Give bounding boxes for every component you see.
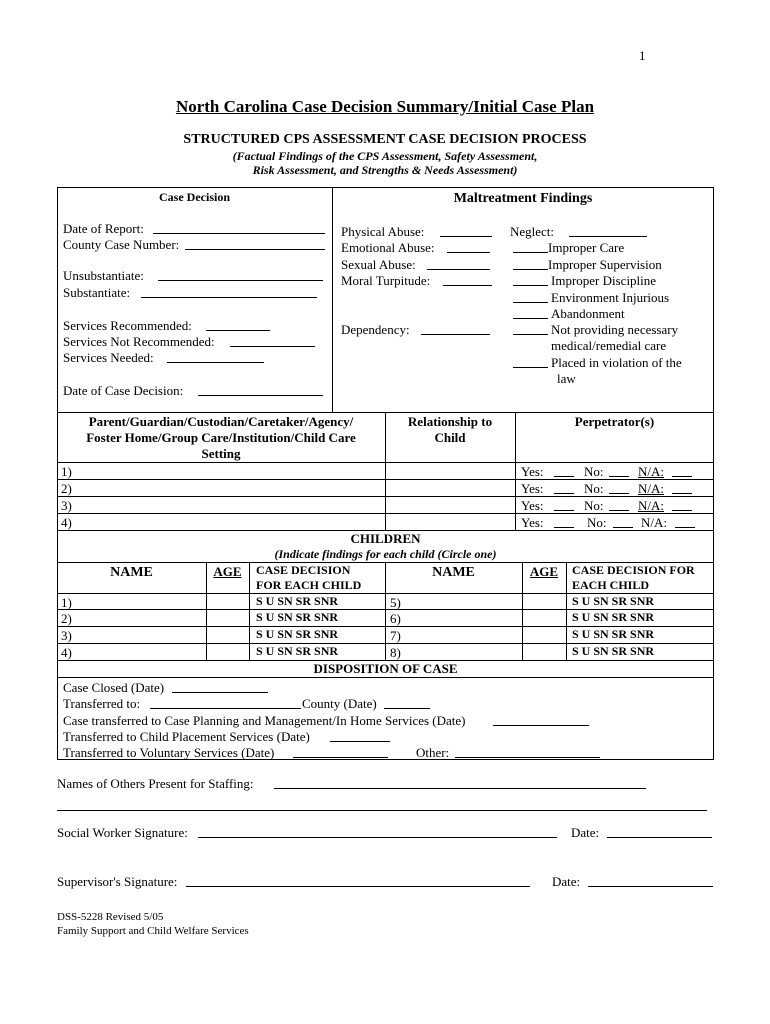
parties-header-line-1: Parent/Guardian/Custodian/Caretaker/Agency/ [88,414,354,429]
services-recommended-field[interactable] [206,330,270,331]
unsubstantiate-label: Unsubstantiate: [63,268,144,283]
perp-no-label: No: [587,515,607,530]
children-note: (Indicate findings for each child (Circle one) [274,547,497,561]
child-row-number: 1) [61,595,72,610]
children-age-header-left: AGE [213,564,242,579]
services-not-recommended-label: Services Not Recommended: [63,334,215,349]
transferred-cpm-field[interactable] [493,725,589,726]
footer-department: Family Support and Child Welfare Services [57,925,249,937]
perp-no-label: No: [584,464,604,479]
child-decision-codes[interactable]: S U SN SR SNR [572,610,655,624]
perp-no-field[interactable] [609,493,629,494]
neglect-label: Neglect: [510,224,555,239]
others-present-field[interactable] [274,788,646,789]
perp-na-field[interactable] [672,510,692,511]
subnote-line-1: (Factual Findings of the CPS Assessment, Safety Assessment, [232,149,538,163]
physical-abuse-label: Physical Abuse: [341,224,425,239]
party-row-number: 2) [61,481,72,496]
perp-no-label: No: [584,498,604,513]
date-of-report-field[interactable] [153,233,325,234]
child-decision-codes[interactable]: S U SN SR SNR [256,610,339,624]
party-row-number: 4) [61,515,72,530]
child-row-number: 8) [390,645,401,660]
date-of-report-label: Date of Report: [63,221,144,236]
disposition-heading: DISPOSITION OF CASE [313,661,458,676]
child-row-number: 3) [61,628,72,643]
case-closed-label: Case Closed (Date) [63,680,165,695]
child-decision-codes[interactable]: S U SN SR SNR [572,627,655,641]
subtitle: STRUCTURED CPS ASSESSMENT CASE DECISION PROCESS [183,132,587,147]
services-recommended-label: Services Recommended: [63,318,192,333]
supervisor-date-field[interactable] [588,886,713,887]
supervisor-signature-field[interactable] [186,886,530,887]
social-worker-date-label: Date: [571,825,600,840]
neglect-check[interactable] [513,367,548,368]
county-case-number-field[interactable] [185,249,325,250]
child-decision-codes[interactable]: S U SN SR SNR [256,594,339,608]
other-field[interactable] [455,757,600,758]
party-row-number: 1) [61,464,72,479]
county-case-number-label: County Case Number: [63,237,180,252]
subnote-line-2: Risk Assessment, and Strengths & Needs Assessment) [252,163,518,177]
neglect-check[interactable] [513,252,548,253]
footer-form-number: DSS-5228 Revised 5/05 [57,911,164,923]
social-worker-date-field[interactable] [607,837,712,838]
page-number: 1 [639,48,646,63]
law-label: law [557,371,576,386]
maltreatment-heading: Maltreatment Findings [453,191,593,206]
child-row-number: 6) [390,611,401,626]
transferred-to-field[interactable] [150,708,301,709]
county-date-label: County (Date) [302,696,377,711]
perp-yes-label: Yes: [521,515,544,530]
other-label: Other: [416,745,450,760]
parties-header-line-3: Setting [201,446,241,461]
perp-no-field[interactable] [609,510,629,511]
improper-care-label: Improper Care [548,240,625,255]
page-title: North Carolina Case Decision Summary/Initial Case Plan [175,97,595,116]
environment-injurious-label: Environment Injurious [551,290,670,305]
physical-abuse-field[interactable] [440,236,492,237]
moral-turpitude-label: Moral Turpitude: [341,273,431,288]
child-row-number: 2) [61,611,72,626]
perp-no-label: No: [584,481,604,496]
children-decision-header-right-2: EACH CHILD [572,578,650,592]
perp-no-field[interactable] [609,476,629,477]
perp-na-label: N/A: [638,464,664,479]
perp-yes-field[interactable] [554,510,574,511]
sexual-abuse-field[interactable] [427,269,490,270]
perp-na-field[interactable] [675,527,695,528]
neglect-check[interactable] [513,334,548,335]
children-name-header-right: NAME [432,565,475,580]
dependency-field[interactable] [421,334,490,335]
placed-in-violation-label: Placed in violation of the [551,355,682,370]
child-row-number: 7) [390,628,401,643]
neglect-check[interactable] [513,285,548,286]
unsubstantiate-field[interactable] [158,280,323,281]
moral-turpitude-field[interactable] [443,285,492,286]
transferred-child-placement-field[interactable] [330,741,390,742]
children-decision-header-left-1: CASE DECISION [256,563,351,577]
party-row-number: 3) [61,498,72,513]
case-decision-heading: Case Decision [159,190,230,204]
others-present-field-line-2[interactable] [57,810,707,811]
improper-supervision-label: Improper Supervision [548,257,662,272]
children-decision-header-right-1: CASE DECISION FOR [572,563,695,577]
date-of-case-decision-label: Date of Case Decision: [63,383,184,398]
substantiate-label: Substantiate: [63,285,131,300]
others-present-label: Names of Others Present for Staffing: [57,776,254,791]
emotional-abuse-field[interactable] [447,252,490,253]
children-heading: CHILDREN [350,531,421,546]
children-name-header-left: NAME [110,565,153,580]
perp-na-label: N/A: [641,515,667,530]
case-closed-field[interactable] [172,692,268,693]
perp-no-field[interactable] [613,527,633,528]
child-decision-codes[interactable]: S U SN SR SNR [256,644,339,658]
substantiate-field[interactable] [141,297,317,298]
services-needed-field[interactable] [167,362,264,363]
perp-na-label: N/A: [638,481,664,496]
dependency-label: Dependency: [341,322,410,337]
neglect-check[interactable] [513,318,548,319]
perp-yes-label: Yes: [521,464,544,479]
county-date-field[interactable] [384,708,430,709]
parties-header-line-2: Foster Home/Group Care/Institution/Child Care [86,430,356,445]
sexual-abuse-label: Sexual Abuse: [341,257,416,272]
transferred-voluntary-field[interactable] [293,757,388,758]
perp-na-field[interactable] [672,493,692,494]
children-decision-header-left-2: FOR EACH CHILD [256,578,362,592]
child-decision-codes[interactable]: S U SN SR SNR [572,594,655,608]
improper-discipline-label: Improper Discipline [551,273,657,288]
child-decision-codes[interactable]: S U SN SR SNR [572,644,655,658]
social-worker-signature-label: Social Worker Signature: [57,825,188,840]
perpetrator-header: Perpetrator(s) [574,414,655,429]
medical-remedial-label: medical/remedial care [551,338,667,353]
perp-na-label: N/A: [638,498,664,513]
abandonment-label: Abandonment [551,306,625,321]
services-not-recommended-field[interactable] [230,346,315,347]
neglect-field[interactable] [569,236,647,237]
perp-yes-field[interactable] [554,527,574,528]
date-of-case-decision-field[interactable] [198,395,323,396]
child-decision-codes[interactable]: S U SN SR SNR [256,627,339,641]
perp-yes-field[interactable] [554,493,574,494]
child-row-number: 5) [390,595,401,610]
services-needed-label: Services Needed: [63,350,154,365]
emotional-abuse-label: Emotional Abuse: [341,240,435,255]
perp-yes-field[interactable] [554,476,574,477]
perp-yes-label: Yes: [521,498,544,513]
not-providing-label: Not providing necessary [551,322,679,337]
supervisor-date-label: Date: [552,874,581,889]
child-row-number: 4) [61,645,72,660]
supervisor-signature-label: Supervisor's Signature: [57,874,178,889]
relationship-header-line-1: Relationship to [407,414,493,429]
perp-na-field[interactable] [672,476,692,477]
transferred-child-placement-label: Transferred to Child Placement Services (Date) [63,729,310,744]
transferred-to-label: Transferred to: [63,696,141,711]
perp-yes-label: Yes: [521,481,544,496]
children-age-header-right: AGE [529,564,559,579]
neglect-check[interactable] [513,302,548,303]
neglect-check[interactable] [513,269,548,270]
relationship-header-line-2: Child [434,430,466,445]
transferred-voluntary-label: Transferred to Voluntary Services (Date) [63,745,275,760]
social-worker-signature-field[interactable] [198,837,557,838]
transferred-cpm-label: Case transferred to Case Planning and Management/In Home Services (Date) [63,713,466,728]
